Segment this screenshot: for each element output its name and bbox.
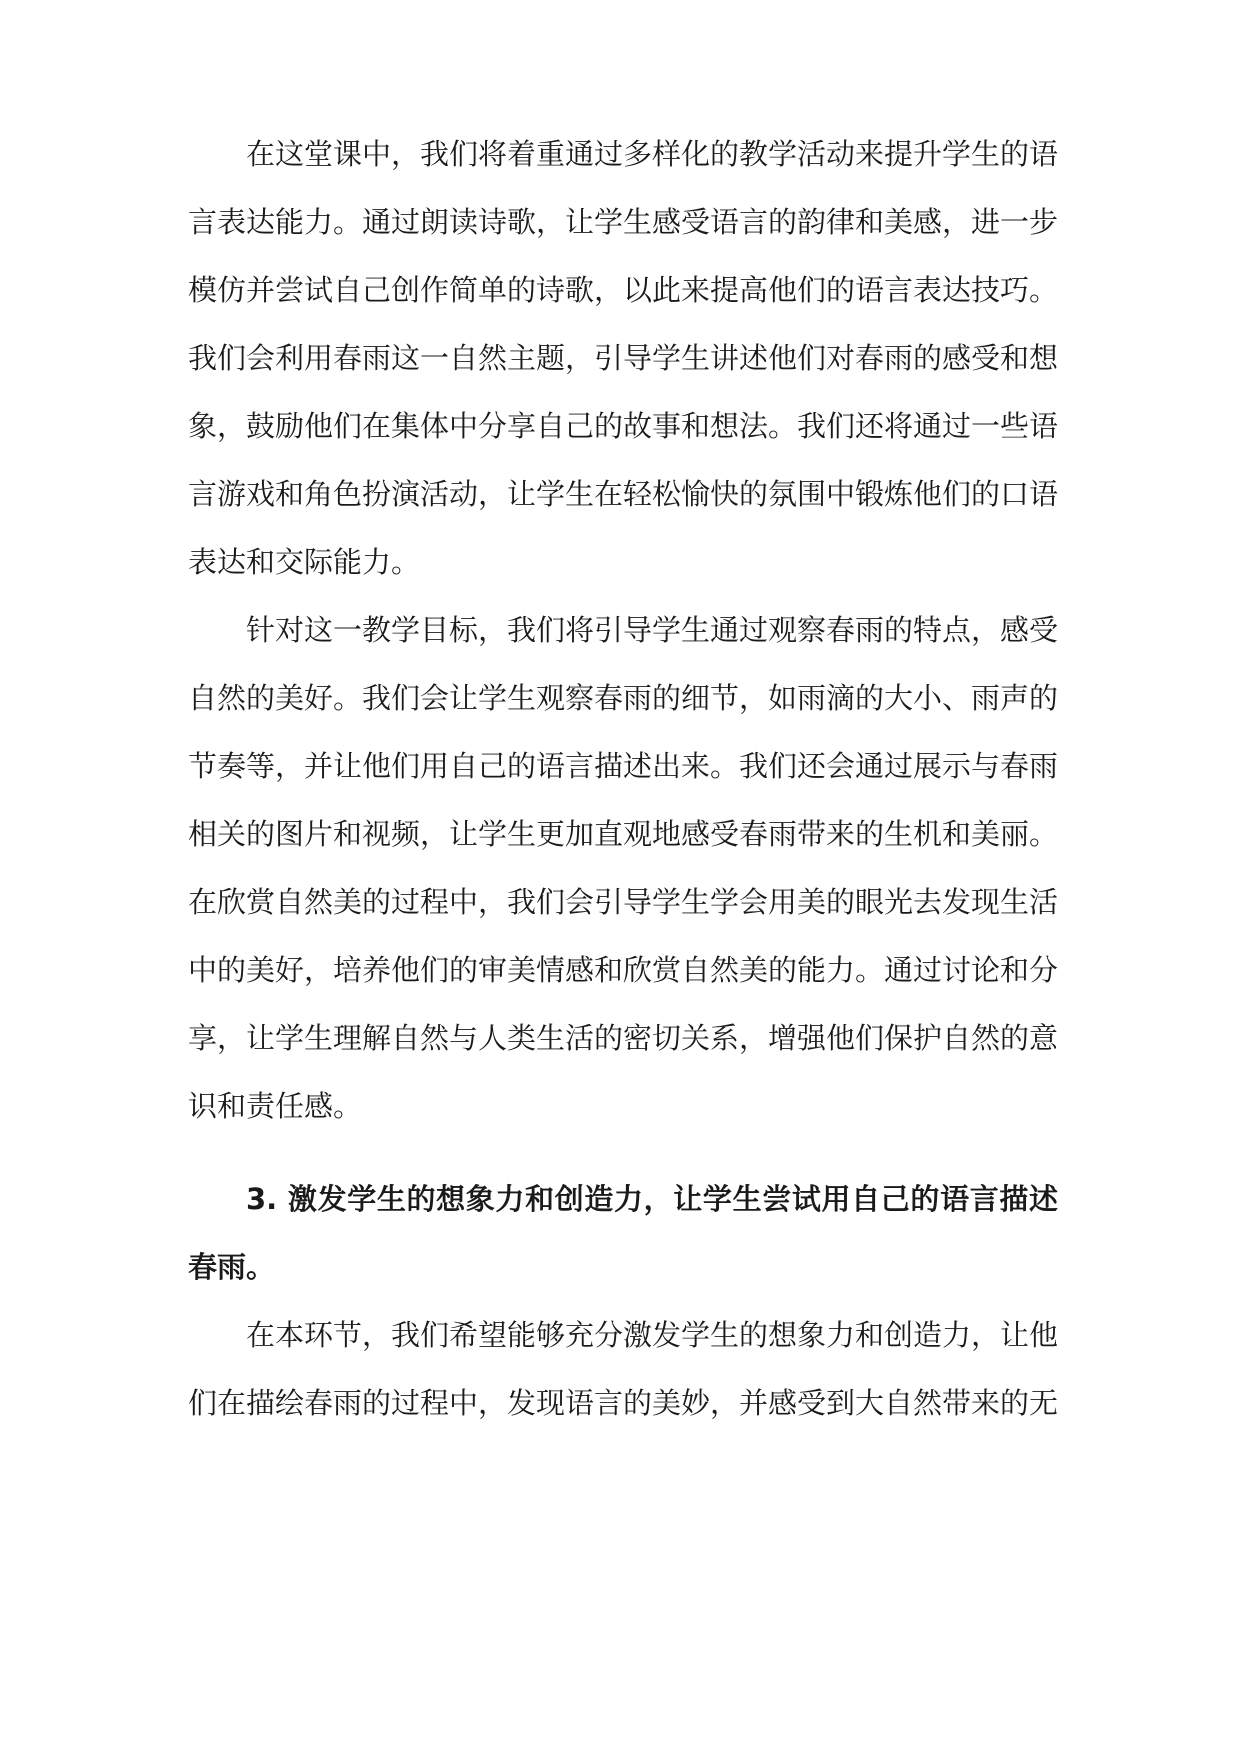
paragraph-2-line-1: 针对这一教学目标，我们将引导学生通过观察春雨的特点，感受 — [246, 613, 1059, 647]
paragraph-1-line-4: 我们会利用春雨这一自然主题，引导学生讲述他们对春雨的感受和想 — [188, 341, 1059, 375]
section-heading-line-2: 春雨。 — [188, 1250, 276, 1284]
paragraph-1-line-3: 模仿并尝试自己创作简单的诗歌，以此来提高他们的语言表达技巧。 — [188, 273, 1059, 307]
paragraph-3-line-1: 在本环节，我们希望能够充分激发学生的想象力和创造力，让他 — [246, 1318, 1059, 1352]
paragraph-1-line-2: 言表达能力。通过朗读诗歌，让学生感受语言的韵律和美感，进一步 — [188, 205, 1059, 239]
paragraph-1-line-1: 在这堂课中，我们将着重通过多样化的教学活动来提升学生的语 — [246, 137, 1059, 171]
paragraph-2-line-6: 中的美好，培养他们的审美情感和欣赏自然美的能力。通过讨论和分 — [188, 953, 1059, 987]
paragraph-2-line-4: 相关的图片和视频，让学生更加直观地感受春雨带来的生机和美丽。 — [188, 817, 1059, 851]
paragraph-1-line-5: 象，鼓励他们在集体中分享自己的故事和想法。我们还将通过一些语 — [188, 409, 1059, 443]
section-heading-line-1: 3. 激发学生的想象力和创造力，让学生尝试用自己的语言描述 — [246, 1182, 1058, 1216]
paragraph-2-line-3: 节奏等，并让他们用自己的语言描述出来。我们还会通过展示与春雨 — [188, 749, 1059, 783]
paragraph-2-line-5: 在欣赏自然美的过程中，我们会引导学生学会用美的眼光去发现生活 — [188, 885, 1059, 919]
paragraph-3-line-2: 们在描绘春雨的过程中，发现语言的美妙，并感受到大自然带来的无 — [188, 1386, 1059, 1420]
paragraph-2-line-2: 自然的美好。我们会让学生观察春雨的细节，如雨滴的大小、雨声的 — [188, 681, 1059, 715]
paragraph-1-line-6: 言游戏和角色扮演活动，让学生在轻松愉快的氛围中锻炼他们的口语 — [188, 477, 1059, 511]
paragraph-2-line-8: 识和责任感。 — [188, 1089, 363, 1123]
paragraph-2-line-7: 享，让学生理解自然与人类生活的密切关系，增强他们保护自然的意 — [188, 1021, 1059, 1055]
paragraph-1-line-7: 表达和交际能力。 — [188, 545, 421, 579]
